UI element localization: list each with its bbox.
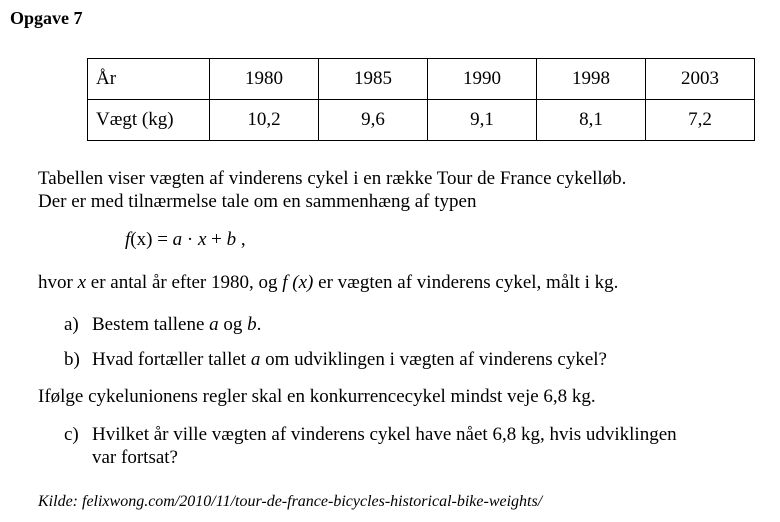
formula-a: a (172, 229, 183, 250)
formula-tail: , (236, 229, 246, 250)
question-label: b) (64, 349, 80, 370)
weight-cell: 9,1 (428, 100, 537, 141)
weight-cell: 10,2 (210, 100, 319, 141)
formula-eq: = (152, 229, 173, 250)
question-text: Hvad fortæller tallet (92, 349, 251, 370)
year-cell: 2003 (646, 59, 755, 100)
question-var: a (250, 349, 261, 370)
formula-dot: · (182, 229, 198, 250)
table-row (88, 100, 755, 141)
question-text: Hvilket år ville vægten af vinderens cykel have nået 6,8 kg, hvis udviklingen (92, 424, 677, 445)
question-text: . (256, 314, 262, 335)
formula-arg: (x) (130, 229, 153, 250)
definition-fx: f (x) (282, 272, 314, 293)
question-c (64, 424, 677, 446)
formula (125, 229, 246, 251)
definition-text: er antal år efter 1980, og (86, 272, 283, 293)
formula-plus: + (206, 229, 227, 250)
row-label-year: År (88, 59, 210, 100)
question-label: a) (64, 314, 79, 335)
intro-line-2: Der er med tilnærmelse tale om en sammenhæng af typen (38, 191, 477, 212)
year-cell: 1980 (210, 59, 319, 100)
row-label-weight: Vægt (kg) (88, 100, 210, 141)
question-b (64, 349, 607, 371)
definition-line (38, 272, 618, 294)
table-row (88, 59, 755, 100)
task-heading: Opgave 7 (10, 8, 83, 28)
question-c-line-2: var fortsat? (92, 447, 178, 468)
question-var: b (247, 314, 257, 335)
question-text: om udviklingen i vægten af vinderens cykel? (260, 349, 607, 370)
data-table (87, 58, 755, 141)
formula-x: x (197, 229, 207, 250)
year-cell: 1990 (428, 59, 537, 100)
question-text: Bestem tallene (92, 314, 210, 335)
definition-text: hvor (38, 272, 78, 293)
formula-b: b (226, 229, 237, 250)
definition-text: er vægten af vinderens cykel, målt i kg. (313, 272, 619, 293)
year-cell: 1998 (537, 59, 646, 100)
formula-f: f (125, 229, 131, 250)
rule-line: Ifølge cykelunionens regler skal en konkurrencecykel mindst veje 6,8 kg. (38, 386, 596, 407)
definition-x: x (77, 272, 87, 293)
question-label: c) (64, 424, 79, 445)
intro-line-1: Tabellen viser vægten af vinderens cykel i en række Tour de France cykelløb. (38, 168, 627, 189)
question-a (64, 314, 261, 336)
weight-cell: 9,6 (319, 100, 428, 141)
question-text: og (218, 314, 248, 335)
year-cell: 1985 (319, 59, 428, 100)
source-citation: Kilde: felixwong.com/2010/11/tour-de-france-bicycles-historical-bike-weights/ (38, 493, 543, 510)
question-var: a (209, 314, 219, 335)
weight-cell: 7,2 (646, 100, 755, 141)
weight-cell: 8,1 (537, 100, 646, 141)
